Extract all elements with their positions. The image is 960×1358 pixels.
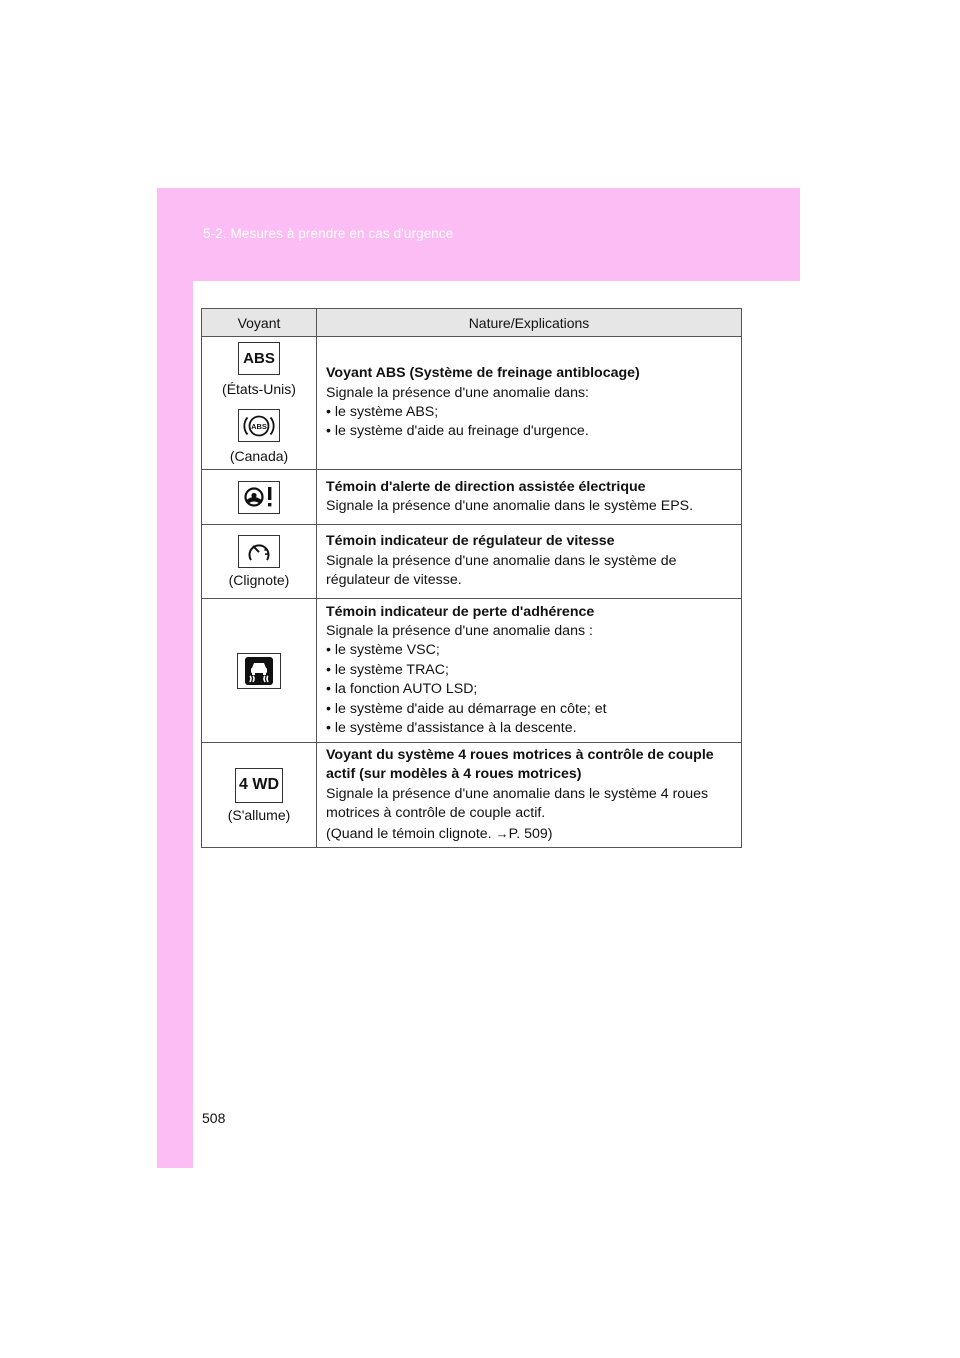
- item-title: Témoin indicateur de perte d'adhérence: [326, 603, 595, 620]
- explanation-cell: [317, 470, 742, 525]
- slip-indicator-icon: [237, 653, 281, 689]
- table-row: [202, 599, 742, 743]
- cruise-control-icon: [238, 535, 280, 568]
- side-strip: [157, 188, 193, 1168]
- page-reference-link[interactable]: P. 509): [508, 825, 553, 842]
- explanation-cell: [317, 743, 742, 848]
- abs-circle-label: ABS: [251, 421, 267, 431]
- item-description: Signale la présence d'une anomalie dans :: [326, 622, 593, 639]
- arrow-right-icon: →: [495, 825, 509, 841]
- page-number: 508: [202, 1110, 226, 1126]
- page-reference-note: (Quand le témoin clignote. →P. 509): [326, 825, 553, 842]
- indicator-cell: [202, 337, 317, 470]
- section-title: 5-2. Mesures à prendre en cas d'urgence: [203, 226, 454, 241]
- indicator-caption: (S'allume): [227, 806, 291, 823]
- indicator-cell: [202, 525, 317, 599]
- item-description: Signale la présence d'une anomalie dans:: [326, 384, 589, 401]
- indicator-cell: [202, 599, 317, 743]
- item-description: Signale la présence d'une anomalie dans le système EPS.: [326, 498, 694, 514]
- item-description: Signale la présence d'une anomalie dans le système de régulateur de vitesse.: [326, 552, 677, 589]
- bullet-item: • le système d'assistance à la descente.: [326, 720, 577, 737]
- bullet-item: • la fonction AUTO LSD;: [326, 681, 478, 698]
- item-title: Témoin d'alerte de direction assistée électrique: [326, 478, 646, 495]
- bullet-item: • le système ABS;: [326, 404, 439, 420]
- 4wd-text-icon: 4 WD: [235, 768, 283, 803]
- item-description: Signale la présence d'une anomalie dans le système 4 roues motrices à contrôle de couple actif.: [326, 785, 709, 822]
- table-row: [202, 337, 742, 470]
- indicator-cell: [202, 743, 317, 848]
- table-row: [202, 743, 742, 848]
- column-header-voyant: Voyant: [202, 309, 317, 337]
- indicator-caption: (États-Unis): [222, 381, 296, 397]
- abs-text-icon: ABS: [238, 342, 280, 375]
- explanation-cell: [317, 337, 742, 470]
- steering-warning-icon: [238, 481, 280, 514]
- column-header-nature: Nature/Explications: [317, 309, 742, 337]
- table-header-row: [202, 309, 742, 337]
- bullet-item: • le système d'aide au démarrage en côte; et: [326, 700, 607, 717]
- abs-circle-svg: [242, 411, 276, 441]
- abs-circle-icon: [238, 409, 280, 442]
- table-row: [202, 470, 742, 525]
- explanation-cell: [317, 599, 742, 743]
- indicator-caption: (Canada): [229, 448, 289, 464]
- indicator-cell: [202, 470, 317, 525]
- item-title: Voyant du système 4 roues motrices à contrôle de couple actif (sur modèles à 4 roues motrices): [326, 746, 714, 783]
- bullet-item: • le système TRAC;: [326, 661, 449, 678]
- bullet-item: • le système VSC;: [326, 642, 440, 659]
- indicator-caption: (Clignote): [228, 572, 290, 588]
- warning-lights-table: [201, 308, 742, 848]
- bullet-item: • le système d'aide au freinage d'urgence.: [326, 423, 589, 440]
- table-row: [202, 525, 742, 599]
- item-title: Témoin indicateur de régulateur de vitesse: [326, 533, 615, 550]
- explanation-cell: [317, 525, 742, 599]
- item-title: Voyant ABS (Système de freinage antiblocage): [326, 365, 640, 382]
